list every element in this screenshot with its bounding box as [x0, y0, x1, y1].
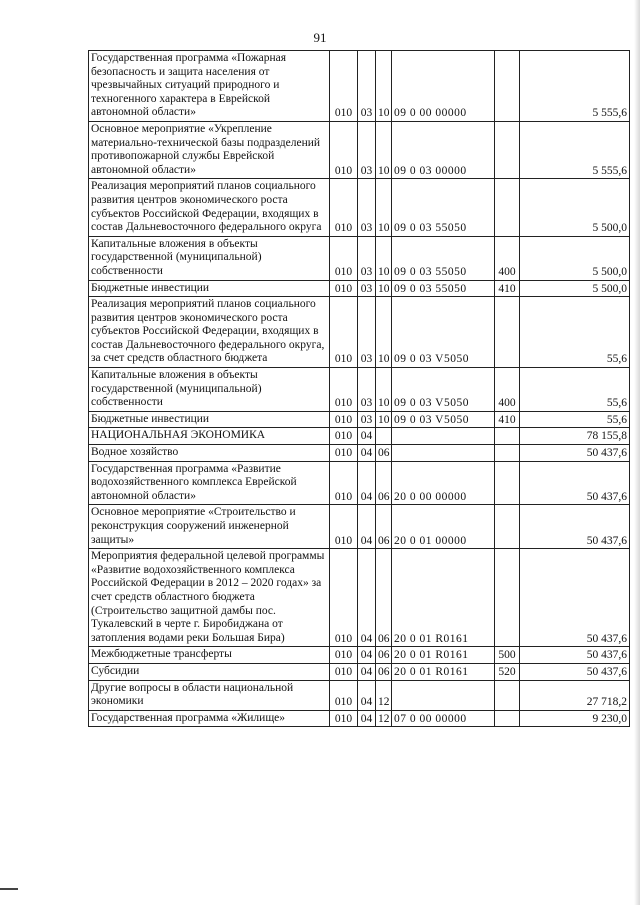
row-expense-type: 500 [495, 647, 520, 664]
row-name: Государственная программа «Пожарная безопасность и защита населения от чрезвычайных ситуаций природного и техногенного характера в Еврейской автономной области» [89, 51, 330, 122]
row-subsection-code: 10 [376, 236, 392, 280]
row-name: Межбюджетные трансферты [89, 647, 330, 664]
table-row [89, 428, 630, 445]
row-expense-type: 520 [495, 663, 520, 680]
row-target-article: 09 0 03 V5050 [392, 297, 495, 368]
row-expense-type: 400 [495, 368, 520, 412]
row-expense-type [495, 680, 520, 710]
row-section-code: 04 [358, 549, 376, 647]
row-amount: 50 437,6 [520, 549, 630, 647]
row-ministry-code: 010 [330, 647, 358, 664]
table-row [89, 121, 630, 178]
row-amount: 55,6 [520, 368, 630, 412]
row-ministry-code: 010 [330, 549, 358, 647]
row-name: Водное хозяйство [89, 445, 330, 462]
row-amount: 78 155,8 [520, 428, 630, 445]
row-subsection-code: 06 [376, 461, 392, 505]
row-amount: 9 230,0 [520, 710, 630, 727]
row-ministry-code: 010 [330, 710, 358, 727]
row-ministry-code: 010 [330, 179, 358, 236]
row-subsection-code: 10 [376, 51, 392, 122]
row-ministry-code: 010 [330, 680, 358, 710]
row-target-article: 09 0 00 00000 [392, 51, 495, 122]
row-expense-type [495, 297, 520, 368]
row-target-article: 20 0 01 R0161 [392, 549, 495, 647]
row-subsection-code: 12 [376, 710, 392, 727]
row-section-code: 03 [358, 411, 376, 428]
row-amount: 5 500,0 [520, 236, 630, 280]
row-ministry-code: 010 [330, 445, 358, 462]
row-section-code: 03 [358, 121, 376, 178]
scan-mark [0, 888, 18, 890]
row-expense-type [495, 505, 520, 549]
table-row [89, 505, 630, 549]
row-ministry-code: 010 [330, 297, 358, 368]
row-subsection-code [376, 428, 392, 445]
row-ministry-code: 010 [330, 411, 358, 428]
row-ministry-code: 010 [330, 236, 358, 280]
row-subsection-code: 06 [376, 647, 392, 664]
row-expense-type [495, 549, 520, 647]
row-subsection-code: 10 [376, 121, 392, 178]
row-section-code: 03 [358, 51, 376, 122]
row-subsection-code: 10 [376, 368, 392, 412]
budget-table [88, 50, 630, 727]
row-amount: 5 555,6 [520, 51, 630, 122]
row-target-article [392, 680, 495, 710]
row-name: Основное мероприятие «Строительство и реконструкция сооружений инженерной защиты» [89, 505, 330, 549]
table-row [89, 647, 630, 664]
row-subsection-code: 10 [376, 297, 392, 368]
row-target-article: 09 0 03 55050 [392, 179, 495, 236]
table-row [89, 461, 630, 505]
row-expense-type [495, 179, 520, 236]
row-subsection-code: 10 [376, 280, 392, 297]
row-expense-type [495, 710, 520, 727]
row-section-code: 04 [358, 680, 376, 710]
row-amount: 55,6 [520, 297, 630, 368]
budget-table-body [89, 51, 630, 727]
row-target-article: 09 0 03 00000 [392, 121, 495, 178]
row-name: Бюджетные инвестиции [89, 280, 330, 297]
row-subsection-code: 06 [376, 505, 392, 549]
row-target-article: 09 0 03 55050 [392, 236, 495, 280]
row-amount: 5 500,0 [520, 179, 630, 236]
table-row [89, 297, 630, 368]
row-amount: 5 500,0 [520, 280, 630, 297]
row-section-code: 03 [358, 280, 376, 297]
row-subsection-code: 06 [376, 663, 392, 680]
row-subsection-code: 10 [376, 179, 392, 236]
row-amount: 55,6 [520, 411, 630, 428]
row-name: Основное мероприятие «Укрепление материально-технической базы подразделений противопожарной службы Еврейской автономной области» [89, 121, 330, 178]
table-row [89, 549, 630, 647]
row-expense-type: 410 [495, 411, 520, 428]
table-row [89, 236, 630, 280]
table-row [89, 51, 630, 122]
row-name: Субсидии [89, 663, 330, 680]
row-section-code: 04 [358, 647, 376, 664]
row-expense-type: 400 [495, 236, 520, 280]
row-amount: 27 718,2 [520, 680, 630, 710]
row-expense-type [495, 51, 520, 122]
row-expense-type [495, 428, 520, 445]
row-section-code: 04 [358, 445, 376, 462]
table-row [89, 411, 630, 428]
row-ministry-code: 010 [330, 461, 358, 505]
row-name: Капитальные вложения в объекты государственной (муниципальной) собственности [89, 368, 330, 412]
row-ministry-code: 010 [330, 121, 358, 178]
row-ministry-code: 010 [330, 428, 358, 445]
row-subsection-code: 10 [376, 411, 392, 428]
table-row [89, 680, 630, 710]
row-name: Реализация мероприятий планов социального развития центров экономического роста субъектов Российской Федерации, входящих в состав Дальневосточного федерального округа, за счет средств областного бюджета [89, 297, 330, 368]
page-number: 91 [313, 30, 327, 45]
table-row [89, 280, 630, 297]
row-ministry-code: 010 [330, 51, 358, 122]
row-expense-type [495, 121, 520, 178]
row-target-article: 09 0 03 55050 [392, 280, 495, 297]
row-amount: 5 555,6 [520, 121, 630, 178]
table-row [89, 445, 630, 462]
row-subsection-code: 06 [376, 445, 392, 462]
row-name: Бюджетные инвестиции [89, 411, 330, 428]
row-name: Капитальные вложения в объекты государственной (муниципальной) собственности [89, 236, 330, 280]
row-name: Государственная программа «Жилище» [89, 710, 330, 727]
row-target-article [392, 445, 495, 462]
row-section-code: 03 [358, 179, 376, 236]
row-amount: 50 437,6 [520, 505, 630, 549]
row-amount: 50 437,6 [520, 663, 630, 680]
row-target-article: 20 0 01 R0161 [392, 647, 495, 664]
row-name: Мероприятия федеральной целевой программы «Развитие водохозяйственного комплекса Российской Федерации в 2012 – 2020 годах» за счет средств областного бюджета (Строительство защитной дамбы пос. Тукалевский в черте г. Биробиджана от затопления водами реки Большая Бира) [89, 549, 330, 647]
row-amount: 50 437,6 [520, 445, 630, 462]
row-target-article: 09 0 03 V5050 [392, 411, 495, 428]
row-amount: 50 437,6 [520, 647, 630, 664]
row-section-code: 04 [358, 428, 376, 445]
row-subsection-code: 06 [376, 549, 392, 647]
row-section-code: 04 [358, 461, 376, 505]
row-amount: 50 437,6 [520, 461, 630, 505]
row-ministry-code: 010 [330, 368, 358, 412]
row-target-article: 20 0 00 00000 [392, 461, 495, 505]
row-target-article: 20 0 01 00000 [392, 505, 495, 549]
scan-edge-shadow [634, 0, 640, 905]
row-expense-type: 410 [495, 280, 520, 297]
table-row [89, 710, 630, 727]
row-name: Реализация мероприятий планов социального развития центров экономического роста субъектов Российской Федерации, входящих в состав Дальневосточного федерального округа [89, 179, 330, 236]
row-target-article: 20 0 01 R0161 [392, 663, 495, 680]
row-name: НАЦИОНАЛЬНАЯ ЭКОНОМИКА [89, 428, 330, 445]
row-target-article: 07 0 00 00000 [392, 710, 495, 727]
row-name: Государственная программа «Развитие водохозяйственного комплекса Еврейской автономной области» [89, 461, 330, 505]
row-section-code: 04 [358, 710, 376, 727]
table-row [89, 368, 630, 412]
row-section-code: 04 [358, 505, 376, 549]
row-subsection-code: 12 [376, 680, 392, 710]
row-target-article: 09 0 03 V5050 [392, 368, 495, 412]
row-target-article [392, 428, 495, 445]
row-section-code: 03 [358, 297, 376, 368]
row-ministry-code: 010 [330, 505, 358, 549]
table-row [89, 663, 630, 680]
row-expense-type [495, 445, 520, 462]
row-ministry-code: 010 [330, 663, 358, 680]
table-row [89, 179, 630, 236]
row-name: Другие вопросы в области национальной экономики [89, 680, 330, 710]
row-section-code: 03 [358, 368, 376, 412]
row-expense-type [495, 461, 520, 505]
row-ministry-code: 010 [330, 280, 358, 297]
row-section-code: 03 [358, 236, 376, 280]
row-section-code: 04 [358, 663, 376, 680]
